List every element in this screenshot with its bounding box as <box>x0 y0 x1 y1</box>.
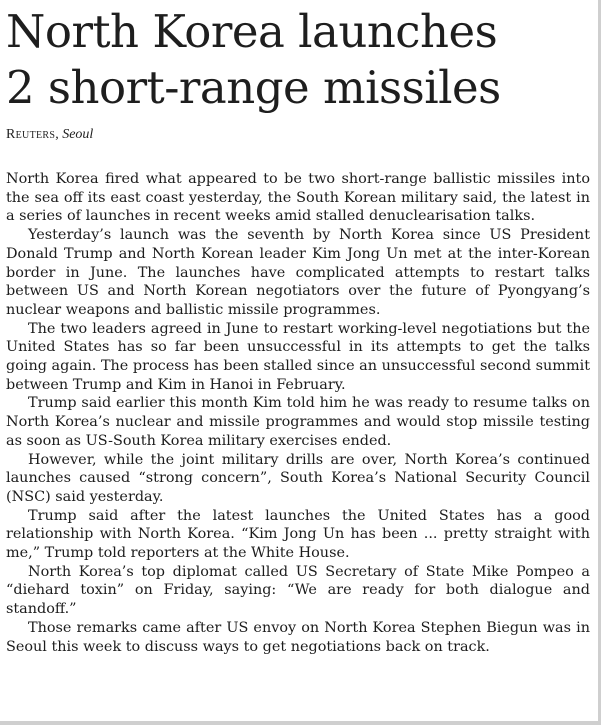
byline <box>6 127 93 143</box>
paragraph-5: However, while the joint military drills are over, North Korea’s continued launches caused “strong concern”, South Korea’s National Security Council (NSC) said yesterday. <box>6 451 590 505</box>
headline-line-2: 2 short-range missiles <box>6 61 501 114</box>
paragraph-7: North Korea’s top diplomat called US Secretary of State Mike Pompeo a “diehard toxin” on Friday, saying: “We are ready for both dialogue and standoff.” <box>6 563 590 618</box>
paragraph-8: Those remarks came after US envoy on North Korea Stephen Biegun was in Seoul this week to discuss ways to get negotiations back on track. <box>6 619 590 655</box>
paragraph-3: The two leaders agreed in June to restart working-level negotiations but the United States has so far been unsuccessful in its attempts to get the talks going again. The process has been stalled since an unsuccessful second summit between Trump and Kim in Hanoi in February. <box>6 320 590 393</box>
page-edge-bottom <box>0 721 601 725</box>
paragraph-1: North Korea fired what appeared to be two short-range ballistic missiles into the sea off its east coast yesterday, the South Korean military said, the latest in a series of launches in recent weeks amid stalled denuclearisation talks. <box>6 171 590 225</box>
byline-location: Seoul <box>62 127 94 142</box>
paragraph-6: Trump said after the latest launches the United States has a good relationship with North Korea. “Kim Jong Un has been ... pretty straight with me,” Trump told reporters at the White House. <box>6 507 590 562</box>
article-body <box>6 170 590 656</box>
headline <box>6 4 594 116</box>
byline-separator: , <box>55 127 63 142</box>
headline-line-1: North Korea launches <box>6 5 498 58</box>
paragraph-4: Trump said earlier this month Kim told him he was ready to resume talks on North Korea’s nuclear and missile programmes and would stop missile testing as soon as US-South Korea military exercises ended. <box>6 395 590 449</box>
byline-agency: Reuters <box>6 127 56 142</box>
paragraph-2: Yesterday’s launch was the seventh by North Korea since US President Donald Trump and North Korean leader Kim Jong Un met at the inter-Korean border in June. The launches have complicated attempts to restart talks between US and North Korean negotiators over the future of Pyongyang’s nuclear weapons and ballistic missile programmes. <box>6 227 590 318</box>
